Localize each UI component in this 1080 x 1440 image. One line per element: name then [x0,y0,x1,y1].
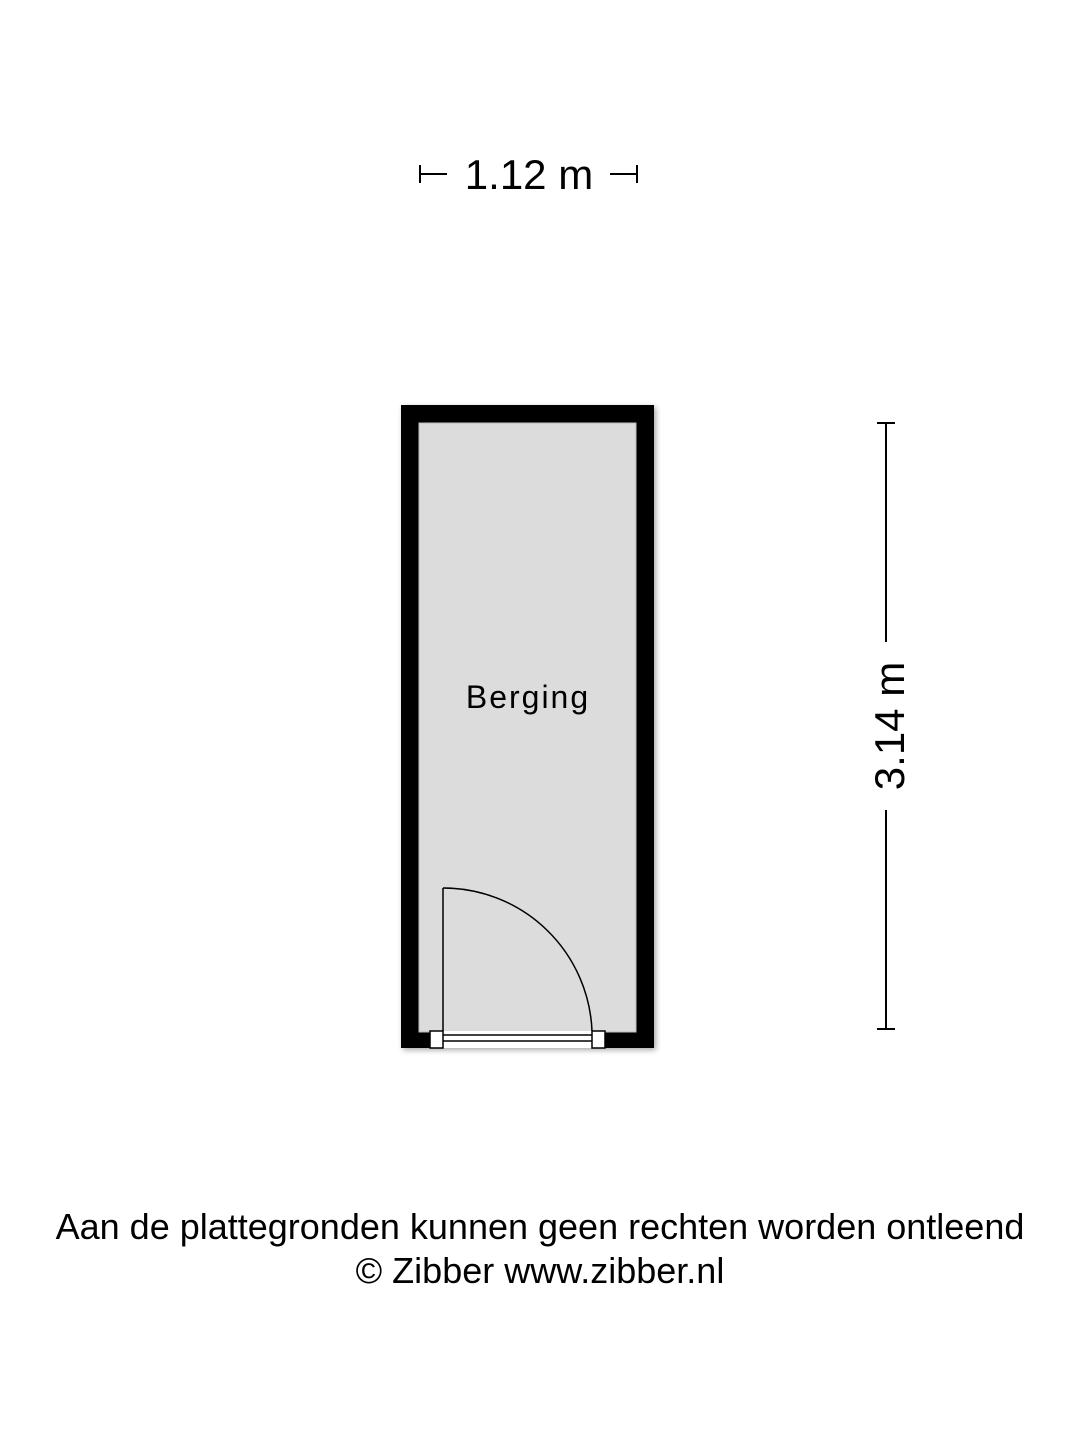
room-floor [419,423,636,1032]
disclaimer-text: Aan de plattegronden kunnen geen rechten worden ontleend [55,1206,1025,1247]
copyright-text: © Zibber www.zibber.nl [355,1250,725,1291]
door-opening [430,1031,605,1048]
room-label: Berging [465,679,591,715]
door-frame-right [592,1031,605,1048]
depth-dimension [866,423,913,1029]
room-berging [401,405,654,1048]
width-dimension-label: 1.12 m [464,151,594,198]
depth-dimension-label: 3.14 m [866,661,913,791]
width-dimension [420,151,637,198]
door-frame-left [430,1031,443,1048]
